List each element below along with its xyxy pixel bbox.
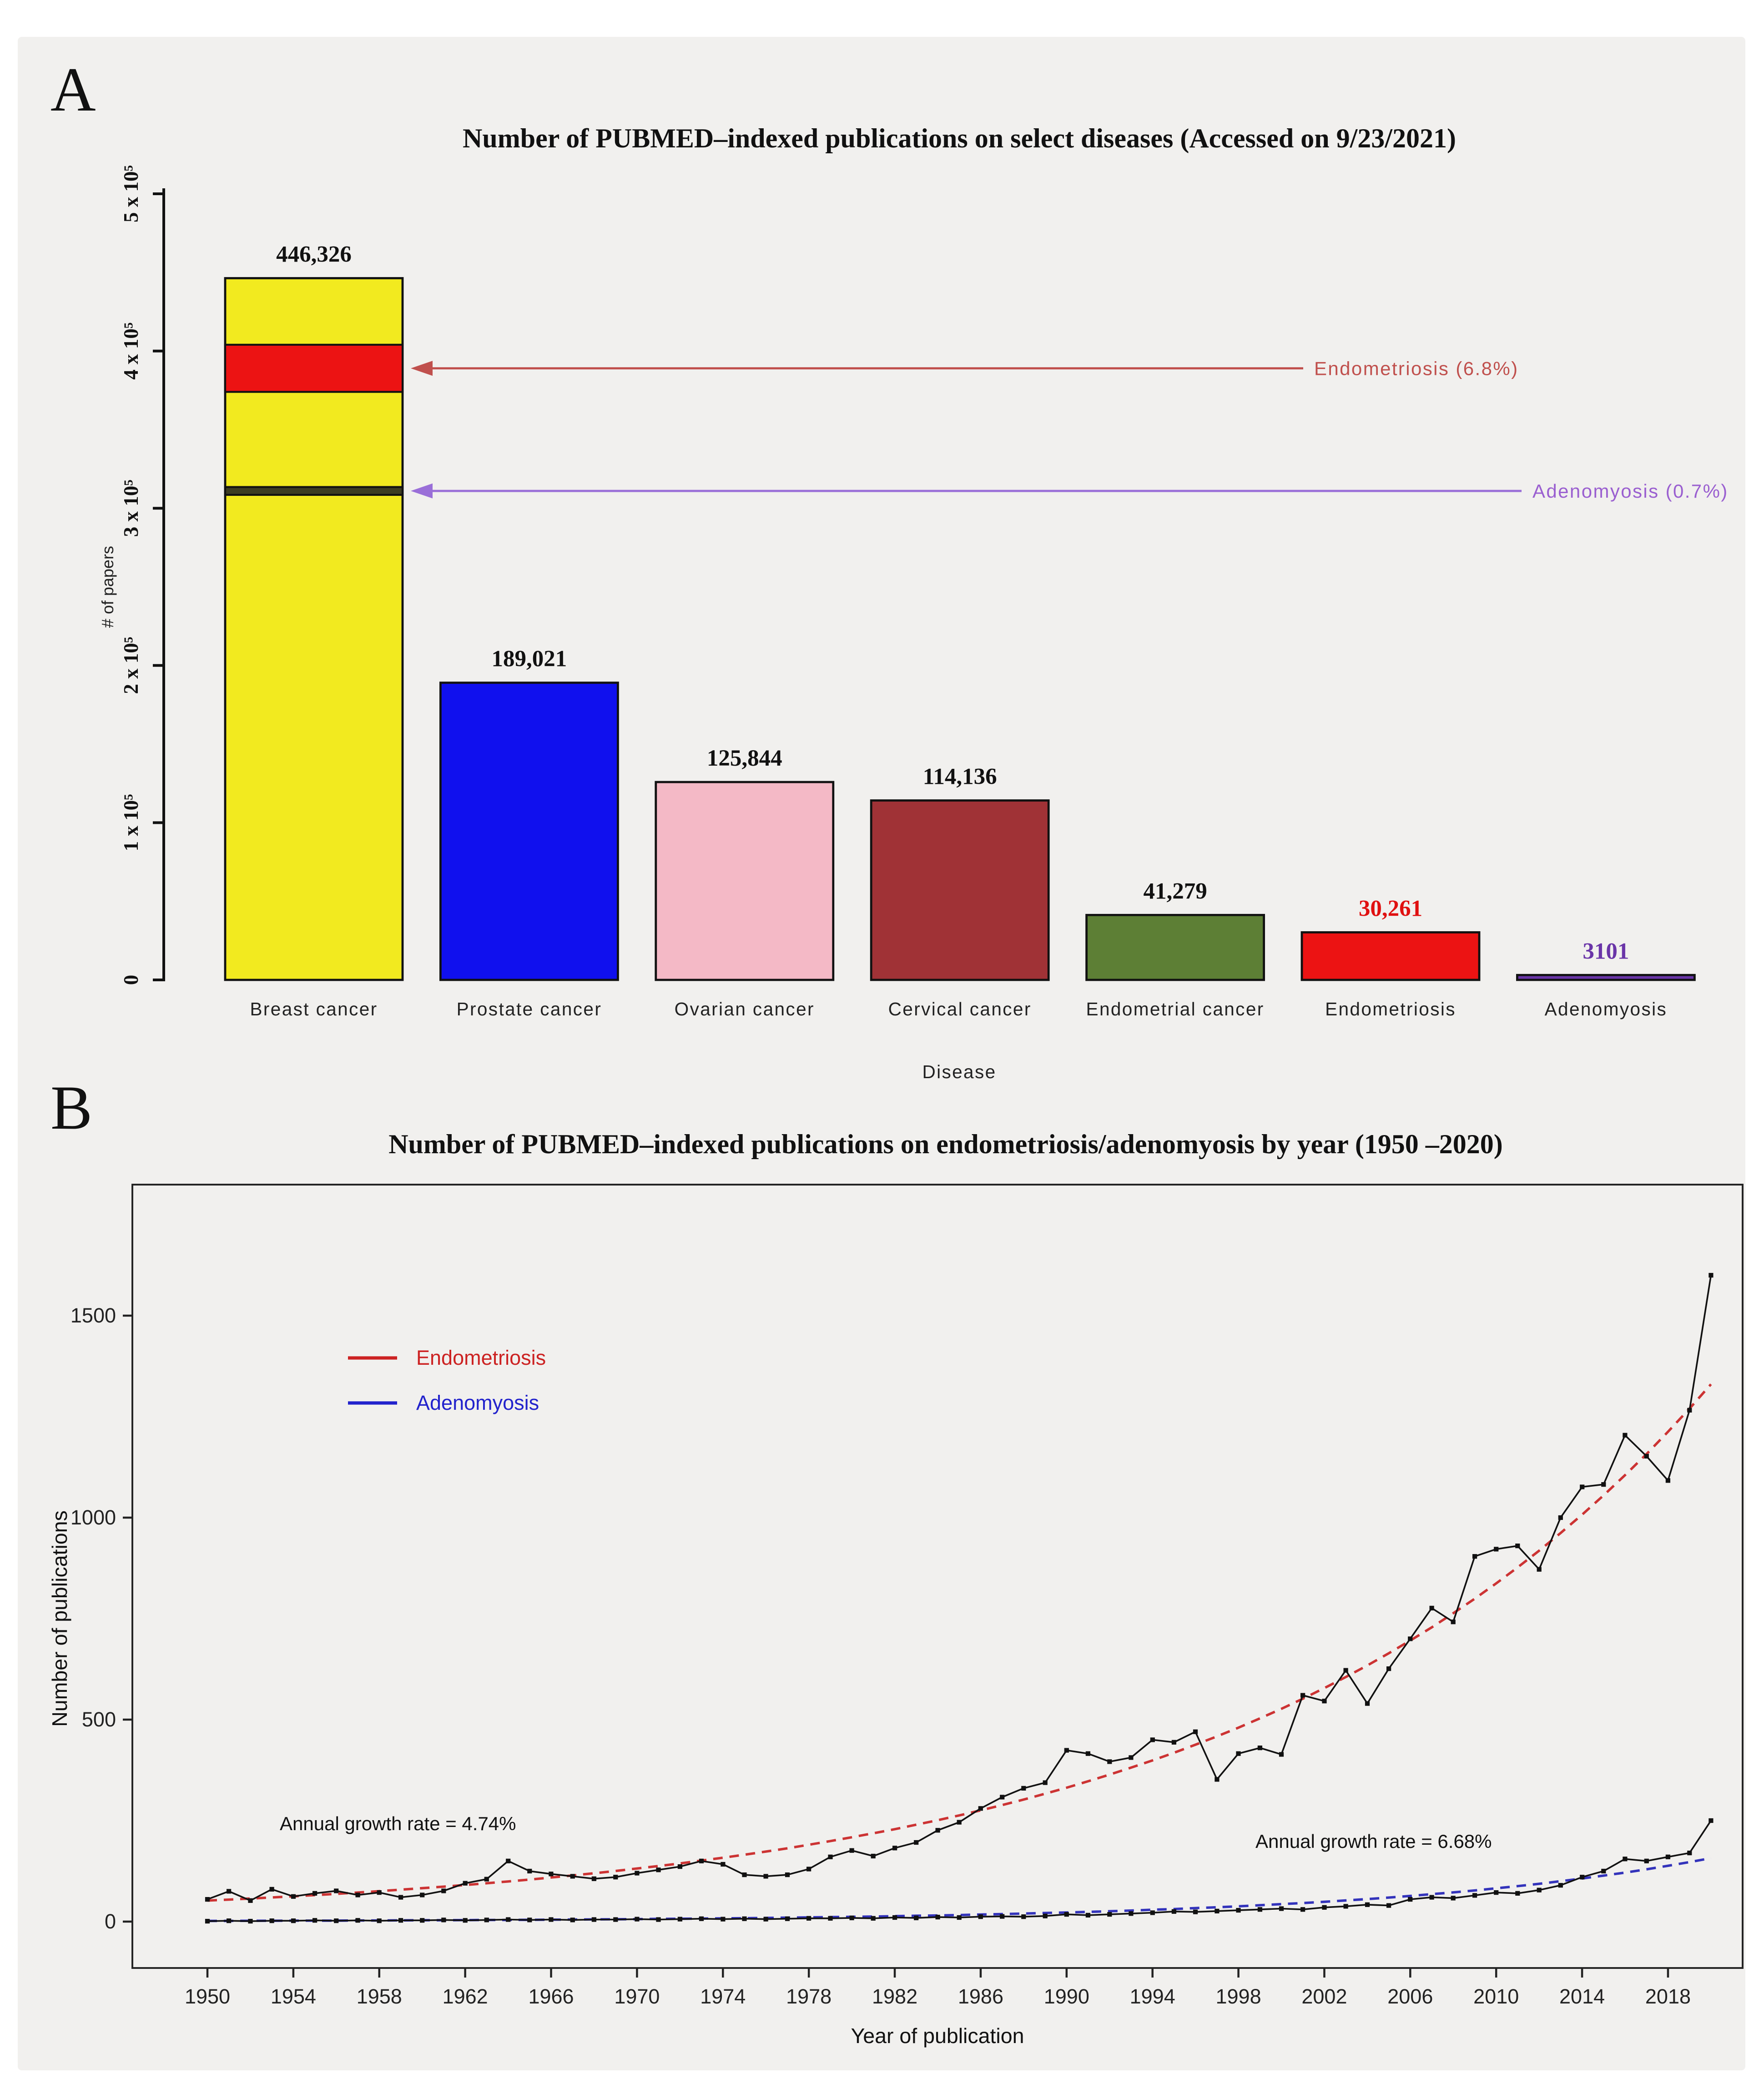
data-point-adenomyosis bbox=[1472, 1893, 1477, 1897]
data-point-endometriosis bbox=[850, 1848, 854, 1853]
data-point-adenomyosis bbox=[1021, 1914, 1026, 1919]
data-point-adenomyosis bbox=[1494, 1890, 1498, 1895]
panel-a-y-tick-label: 3 x 10⁵ bbox=[119, 479, 142, 537]
data-point-endometriosis bbox=[1236, 1751, 1240, 1756]
data-point-endometriosis bbox=[1515, 1544, 1520, 1548]
data-point-adenomyosis bbox=[1150, 1910, 1155, 1915]
data-point-endometriosis bbox=[570, 1874, 575, 1878]
data-point-endometriosis bbox=[828, 1855, 832, 1859]
data-point-adenomyosis bbox=[1515, 1891, 1520, 1896]
legend-label-adenomyosis: Adenomyosis bbox=[416, 1391, 539, 1414]
data-point-adenomyosis bbox=[527, 1917, 532, 1922]
data-point-endometriosis bbox=[1408, 1636, 1412, 1641]
data-point-adenomyosis bbox=[978, 1914, 983, 1919]
data-point-endometriosis bbox=[1150, 1737, 1155, 1742]
panel-b-x-tick-label: 1962 bbox=[442, 1985, 488, 2008]
data-point-adenomyosis bbox=[1580, 1875, 1584, 1879]
bar-category-label-ovarian-cancer: Ovarian cancer bbox=[674, 999, 815, 1019]
data-point-adenomyosis bbox=[1129, 1911, 1133, 1916]
data-point-endometriosis bbox=[1537, 1567, 1542, 1572]
overlay-label-adenomyosis-0-7: Adenomyosis (0.7%) bbox=[1532, 480, 1729, 502]
bar-category-label-prostate-cancer: Prostate cancer bbox=[456, 999, 602, 1019]
panel-b-x-tick-label: 2010 bbox=[1473, 1985, 1519, 2008]
data-point-endometriosis bbox=[1322, 1699, 1326, 1703]
data-point-adenomyosis bbox=[785, 1917, 790, 1921]
data-point-adenomyosis bbox=[721, 1917, 725, 1922]
bar-value-label-breast-cancer: 446,326 bbox=[276, 242, 352, 267]
bar-prostate-cancer bbox=[440, 683, 618, 980]
data-point-adenomyosis bbox=[312, 1918, 317, 1923]
bar-value-label-cervical-cancer: 114,136 bbox=[922, 764, 997, 790]
legend-label-endometriosis: Endometriosis bbox=[416, 1346, 546, 1369]
data-point-endometriosis bbox=[936, 1828, 940, 1832]
data-point-endometriosis bbox=[678, 1864, 682, 1869]
data-point-adenomyosis bbox=[1107, 1912, 1112, 1917]
data-point-endometriosis bbox=[592, 1877, 596, 1881]
data-point-endometriosis bbox=[1043, 1781, 1048, 1785]
data-point-endometriosis bbox=[1472, 1554, 1477, 1559]
data-point-endometriosis bbox=[334, 1888, 338, 1893]
data-point-adenomyosis bbox=[1644, 1859, 1649, 1863]
figure-background bbox=[18, 37, 1745, 2070]
data-point-endometriosis bbox=[506, 1859, 510, 1863]
data-point-endometriosis bbox=[957, 1820, 962, 1825]
data-point-endometriosis bbox=[1129, 1755, 1133, 1760]
data-point-adenomyosis bbox=[871, 1916, 876, 1921]
data-point-adenomyosis bbox=[1709, 1818, 1713, 1823]
panel-a-y-tick-label: 1 x 10⁵ bbox=[119, 794, 142, 852]
data-point-adenomyosis bbox=[248, 1919, 252, 1923]
data-point-endometriosis bbox=[1386, 1666, 1391, 1671]
panel-b-x-tick-label: 1974 bbox=[700, 1985, 746, 2008]
data-point-adenomyosis bbox=[828, 1916, 832, 1921]
data-point-endometriosis bbox=[549, 1872, 553, 1876]
bar-category-label-cervical-cancer: Cervical cancer bbox=[888, 999, 1032, 1019]
data-point-adenomyosis bbox=[635, 1917, 639, 1922]
panel-a-bar-chart bbox=[45, 165, 1747, 1145]
panel-b-x-tick-label: 1990 bbox=[1043, 1985, 1089, 2008]
data-point-endometriosis bbox=[656, 1867, 660, 1872]
data-point-adenomyosis bbox=[420, 1918, 424, 1923]
data-point-endometriosis bbox=[1644, 1454, 1649, 1458]
data-point-endometriosis bbox=[1666, 1478, 1670, 1483]
bar-category-label-endometrial-cancer: Endometrial cancer bbox=[1086, 999, 1265, 1019]
data-point-adenomyosis bbox=[1430, 1895, 1434, 1900]
data-point-adenomyosis bbox=[1623, 1857, 1627, 1861]
data-point-endometriosis bbox=[1709, 1273, 1713, 1277]
panel-b-x-tick-label: 2014 bbox=[1559, 1985, 1605, 2008]
data-point-adenomyosis bbox=[1322, 1905, 1326, 1910]
panel-b-x-tick-label: 1958 bbox=[356, 1985, 402, 2008]
annotation-endometriosis: Annual growth rate = 4.74% bbox=[280, 1813, 516, 1834]
data-point-adenomyosis bbox=[441, 1917, 446, 1922]
data-point-adenomyosis bbox=[1344, 1904, 1348, 1908]
data-point-endometriosis bbox=[248, 1898, 252, 1903]
panel-a-label: A bbox=[50, 55, 96, 124]
data-point-endometriosis bbox=[785, 1872, 790, 1877]
data-point-adenomyosis bbox=[506, 1917, 510, 1922]
bar-value-label-endometrial-cancer: 41,279 bbox=[1143, 878, 1207, 904]
data-point-endometriosis bbox=[742, 1872, 746, 1877]
data-point-endometriosis bbox=[420, 1892, 424, 1897]
data-point-endometriosis bbox=[1279, 1752, 1284, 1756]
data-point-endometriosis bbox=[1687, 1408, 1692, 1413]
data-point-endometriosis bbox=[978, 1806, 983, 1811]
bar-endometrial-cancer bbox=[1087, 915, 1264, 980]
data-point-endometriosis bbox=[1365, 1701, 1370, 1706]
trend-line-adenomyosis bbox=[207, 1858, 1711, 1921]
data-point-endometriosis bbox=[1344, 1668, 1348, 1673]
bar-category-label-endometriosis: Endometriosis bbox=[1325, 999, 1456, 1019]
data-point-adenomyosis bbox=[1666, 1855, 1670, 1859]
panel-b-x-tick-label: 1994 bbox=[1129, 1985, 1175, 2008]
data-point-endometriosis bbox=[205, 1897, 210, 1902]
panel-a-y-tick-label: 2 x 10⁵ bbox=[120, 636, 143, 694]
data-point-endometriosis bbox=[1258, 1746, 1262, 1750]
data-point-adenomyosis bbox=[957, 1915, 962, 1920]
overlay-band-endometriosis-6-8 bbox=[225, 345, 403, 392]
data-point-endometriosis bbox=[1601, 1482, 1606, 1487]
bar-category-label-adenomyosis: Adenomyosis bbox=[1544, 999, 1668, 1019]
data-point-adenomyosis bbox=[398, 1918, 403, 1923]
panel-b-x-tick-label: 1986 bbox=[958, 1985, 1003, 2008]
panel-b-x-tick-label: 2006 bbox=[1387, 1985, 1433, 2008]
data-point-adenomyosis bbox=[1193, 1910, 1198, 1914]
bar-value-label-prostate-cancer: 189,021 bbox=[491, 646, 567, 672]
data-point-endometriosis bbox=[441, 1888, 446, 1893]
data-point-endometriosis bbox=[892, 1846, 897, 1850]
data-point-endometriosis bbox=[1558, 1515, 1563, 1520]
data-point-endometriosis bbox=[613, 1875, 618, 1879]
data-point-adenomyosis bbox=[1172, 1909, 1176, 1914]
panel-b-x-tick-label: 1998 bbox=[1215, 1985, 1261, 2008]
data-point-adenomyosis bbox=[463, 1918, 468, 1923]
data-point-endometriosis bbox=[635, 1871, 639, 1875]
data-point-endometriosis bbox=[291, 1894, 296, 1899]
panel-a-y-tick-label: 0 bbox=[120, 974, 143, 985]
data-point-endometriosis bbox=[527, 1869, 532, 1873]
data-point-endometriosis bbox=[1172, 1740, 1176, 1745]
annotation-adenomyosis: Annual growth rate = 6.68% bbox=[1255, 1831, 1492, 1852]
data-point-adenomyosis bbox=[1451, 1896, 1456, 1900]
panel-a-x-axis-title: Disease bbox=[922, 1061, 997, 1082]
data-point-adenomyosis bbox=[1258, 1907, 1262, 1912]
panel-b-x-axis-title: Year of publication bbox=[851, 2024, 1024, 2048]
panel-a-y-tick-label: 4 x 10⁵ bbox=[120, 322, 142, 380]
data-point-endometriosis bbox=[1494, 1547, 1498, 1551]
panel-b-x-tick-label: 2018 bbox=[1645, 1985, 1691, 2008]
panel-b-y-tick-label: 500 bbox=[81, 1708, 116, 1731]
panel-b-x-tick-label: 1970 bbox=[614, 1985, 660, 2008]
data-point-adenomyosis bbox=[570, 1917, 575, 1922]
data-point-endometriosis bbox=[721, 1862, 725, 1867]
data-point-adenomyosis bbox=[1687, 1851, 1692, 1855]
data-point-endometriosis bbox=[1107, 1759, 1112, 1764]
data-point-adenomyosis bbox=[227, 1918, 231, 1923]
data-point-adenomyosis bbox=[1365, 1902, 1370, 1907]
data-point-adenomyosis bbox=[613, 1917, 618, 1922]
data-point-endometriosis bbox=[1300, 1693, 1305, 1698]
data-point-adenomyosis bbox=[936, 1915, 940, 1919]
data-point-endometriosis bbox=[312, 1891, 317, 1896]
data-point-endometriosis bbox=[1021, 1786, 1026, 1791]
overlay-band-adenomyosis-0-7 bbox=[225, 487, 403, 495]
data-point-adenomyosis bbox=[1043, 1914, 1048, 1918]
bar-cervical-cancer bbox=[871, 801, 1048, 980]
data-point-endometriosis bbox=[871, 1854, 876, 1858]
panel-b-x-tick-label: 2002 bbox=[1301, 1985, 1347, 2008]
overlay-label-endometriosis-6-8: Endometriosis (6.8%) bbox=[1314, 358, 1519, 379]
data-point-adenomyosis bbox=[592, 1917, 596, 1922]
data-point-adenomyosis bbox=[764, 1917, 768, 1922]
bar-endometriosis bbox=[1302, 932, 1479, 980]
data-point-adenomyosis bbox=[914, 1916, 918, 1920]
panel-b-x-tick-label: 1966 bbox=[528, 1985, 574, 2008]
data-point-endometriosis bbox=[484, 1877, 489, 1882]
panel-b-y-tick-label: 0 bbox=[104, 1910, 116, 1933]
data-point-endometriosis bbox=[1086, 1751, 1090, 1756]
panel-b-x-tick-label: 1954 bbox=[270, 1985, 316, 2008]
bar-value-label-adenomyosis: 3101 bbox=[1583, 939, 1629, 964]
panel-a-y-tick-label: 5 x 10⁵ bbox=[120, 165, 142, 222]
data-point-adenomyosis bbox=[270, 1918, 274, 1923]
panel-b-y-tick-label: 1000 bbox=[70, 1506, 116, 1529]
data-point-endometriosis bbox=[914, 1840, 918, 1845]
data-point-adenomyosis bbox=[1537, 1888, 1542, 1892]
panel-a-y-axis-title: # of papers bbox=[98, 545, 117, 628]
data-point-endometriosis bbox=[1215, 1777, 1219, 1781]
panel-b-y-axis-title: Number of publications bbox=[48, 1510, 72, 1727]
bar-adenomyosis bbox=[1517, 975, 1694, 980]
data-point-endometriosis bbox=[1430, 1606, 1434, 1610]
data-point-endometriosis bbox=[1623, 1433, 1627, 1438]
data-point-endometriosis bbox=[227, 1889, 231, 1893]
data-point-endometriosis bbox=[1580, 1484, 1584, 1489]
panel-b-x-tick-label: 1982 bbox=[872, 1985, 918, 2008]
data-point-endometriosis bbox=[377, 1890, 382, 1895]
data-point-adenomyosis bbox=[699, 1917, 704, 1921]
panel-b-line-chart bbox=[45, 1170, 1747, 2070]
data-point-endometriosis bbox=[1193, 1730, 1198, 1734]
data-point-endometriosis bbox=[1000, 1795, 1004, 1799]
data-point-adenomyosis bbox=[1086, 1913, 1090, 1917]
data-point-adenomyosis bbox=[742, 1917, 746, 1921]
data-point-adenomyosis bbox=[1558, 1883, 1563, 1887]
data-point-adenomyosis bbox=[1408, 1897, 1412, 1902]
data-point-adenomyosis bbox=[377, 1918, 382, 1923]
data-point-adenomyosis bbox=[678, 1917, 682, 1922]
data-point-adenomyosis bbox=[1386, 1903, 1391, 1908]
data-point-adenomyosis bbox=[850, 1916, 854, 1920]
bar-value-label-ovarian-cancer: 125,844 bbox=[706, 746, 782, 772]
data-point-endometriosis bbox=[463, 1881, 468, 1886]
overlay-arrowhead-adenomyosis-0-7 bbox=[411, 484, 433, 499]
overlay-arrowhead-endometriosis-6-8 bbox=[411, 361, 433, 376]
data-point-adenomyosis bbox=[806, 1916, 811, 1921]
panel-b-y-tick-label: 1500 bbox=[70, 1304, 116, 1327]
data-point-adenomyosis bbox=[1300, 1907, 1305, 1912]
data-point-adenomyosis bbox=[1064, 1912, 1069, 1917]
data-point-adenomyosis bbox=[205, 1919, 210, 1923]
panel-a-title: Number of PUBMED–indexed publications on select diseases (Accessed on 9/23/2021) bbox=[463, 124, 1456, 154]
data-point-adenomyosis bbox=[656, 1917, 660, 1922]
data-point-endometriosis bbox=[1451, 1620, 1456, 1624]
data-point-adenomyosis bbox=[291, 1918, 296, 1923]
panel-b-x-tick-label: 1978 bbox=[786, 1985, 832, 2008]
data-point-endometriosis bbox=[398, 1895, 403, 1900]
data-point-endometriosis bbox=[356, 1892, 360, 1897]
data-point-adenomyosis bbox=[484, 1917, 489, 1922]
data-point-adenomyosis bbox=[1601, 1869, 1606, 1873]
panel-b-plot-box bbox=[132, 1185, 1743, 1968]
data-point-adenomyosis bbox=[1236, 1908, 1240, 1912]
panel-b-title: Number of PUBMED–indexed publications on endometriosis/adenomyosis by year (1950 –2020) bbox=[388, 1130, 1503, 1160]
data-point-adenomyosis bbox=[1000, 1914, 1004, 1919]
data-point-adenomyosis bbox=[334, 1918, 338, 1923]
data-point-endometriosis bbox=[1064, 1748, 1069, 1752]
panel-b-x-tick-label: 1950 bbox=[184, 1985, 231, 2008]
panel-b-label: B bbox=[50, 1073, 93, 1142]
bar-category-label-breast-cancer: Breast cancer bbox=[250, 999, 378, 1019]
data-point-adenomyosis bbox=[1215, 1909, 1219, 1913]
data-point-endometriosis bbox=[764, 1874, 768, 1878]
data-point-endometriosis bbox=[270, 1887, 274, 1892]
bar-ovarian-cancer bbox=[656, 782, 833, 980]
data-point-adenomyosis bbox=[356, 1918, 360, 1923]
data-point-adenomyosis bbox=[549, 1917, 553, 1922]
data-point-endometriosis bbox=[806, 1867, 811, 1871]
data-point-adenomyosis bbox=[892, 1915, 897, 1920]
data-point-endometriosis bbox=[699, 1859, 704, 1863]
data-point-adenomyosis bbox=[1279, 1906, 1284, 1911]
bar-value-label-endometriosis: 30,261 bbox=[1358, 896, 1423, 922]
